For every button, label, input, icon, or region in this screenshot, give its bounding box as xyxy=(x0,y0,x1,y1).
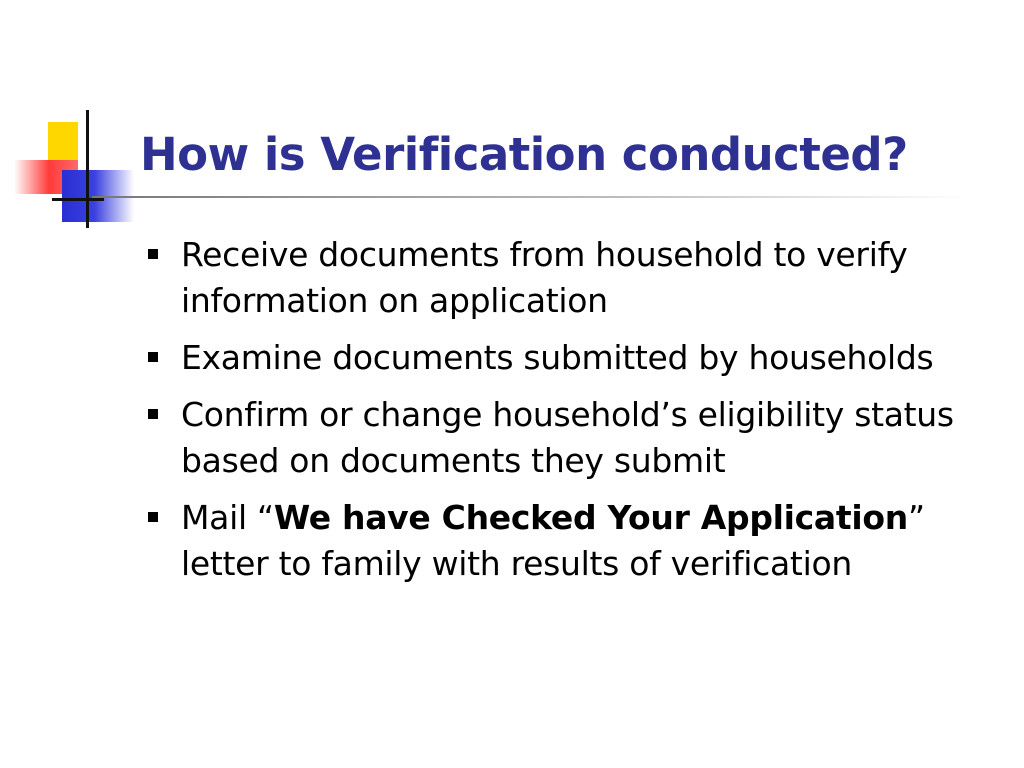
square-bullet-icon xyxy=(148,352,158,362)
slide-title: How is Verification conducted? xyxy=(140,128,908,181)
bullet-list xyxy=(146,232,976,598)
decorative-vertical-line xyxy=(86,110,89,228)
square-bullet-icon xyxy=(148,512,158,522)
bullet-text: Confirm or change household’s eligibility status based on documents they submit xyxy=(181,395,954,480)
bullet-item xyxy=(146,392,976,484)
bullet-text: Examine documents submitted by households xyxy=(181,338,934,377)
square-bullet-icon xyxy=(148,249,158,259)
bullet-item xyxy=(146,335,976,381)
bullet-item xyxy=(146,232,976,324)
bullet-text-prefix: Mail “ xyxy=(181,498,274,537)
decorative-horizontal-line xyxy=(52,198,104,201)
title-underline-rule xyxy=(92,196,972,198)
bullet-text-suffix: ” letter to family with results of verification xyxy=(181,498,925,583)
square-bullet-icon xyxy=(148,409,158,419)
bullet-item xyxy=(146,495,976,587)
bullet-text: Receive documents from household to verify information on application xyxy=(181,235,908,320)
letter-title-bold: We have Checked Your Application xyxy=(273,498,908,537)
